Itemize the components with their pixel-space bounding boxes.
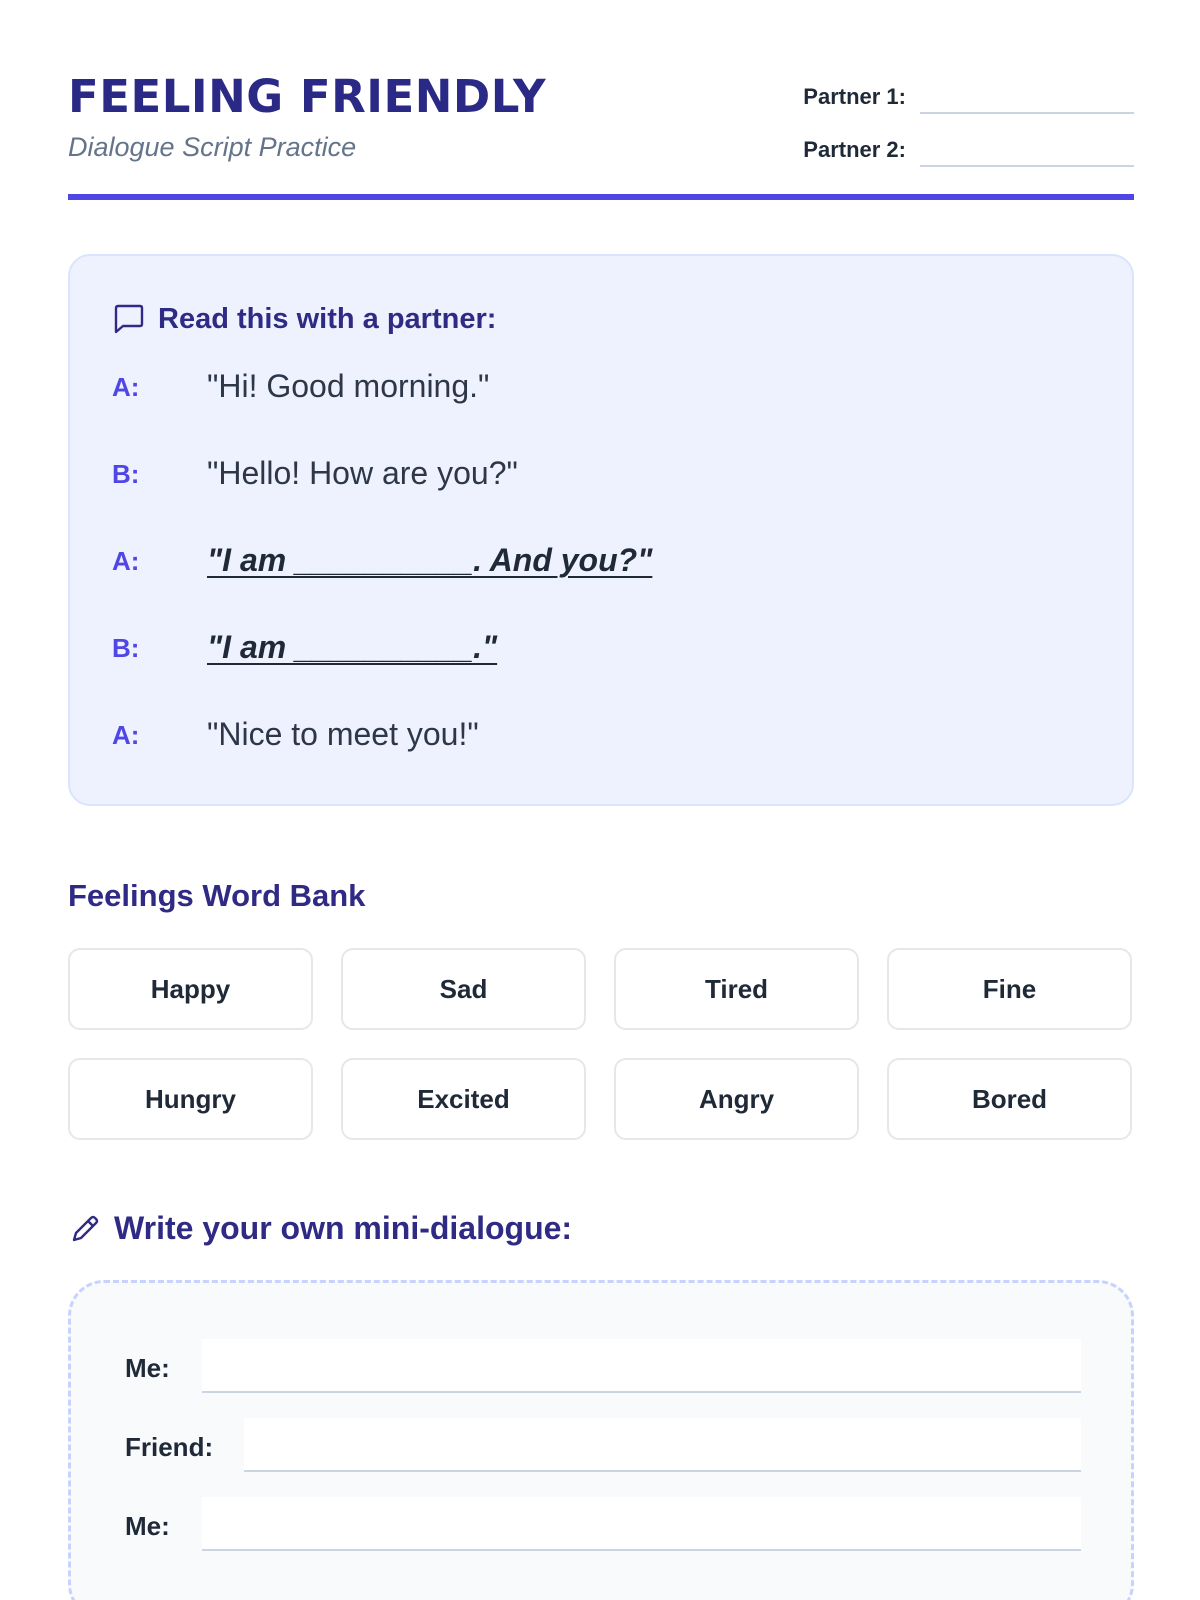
worksheet-header bbox=[68, 70, 1134, 200]
partner-1-name-field[interactable] bbox=[920, 88, 1134, 114]
write-label: Friend: bbox=[125, 1432, 214, 1462]
write-heading: Write your own mini-dialogue: bbox=[114, 1210, 573, 1246]
me-line-input-1[interactable] bbox=[202, 1339, 1081, 1393]
write-row-me bbox=[125, 1339, 1081, 1393]
worksheet-page bbox=[68, 0, 1134, 1600]
word-chip-happy[interactable]: Happy bbox=[68, 948, 313, 1030]
word-chip-bored[interactable]: Bored bbox=[887, 1058, 1132, 1140]
fill-in-blank-text: "I am __________." bbox=[207, 629, 498, 665]
dialogue-heading-row bbox=[112, 302, 496, 336]
write-row-friend bbox=[125, 1418, 1081, 1472]
speech-text: "Nice to meet you!" bbox=[207, 716, 479, 752]
partner-1-label: Partner 1: bbox=[803, 84, 906, 109]
pencil-icon bbox=[68, 1212, 102, 1246]
word-chip-sad[interactable]: Sad bbox=[341, 948, 586, 1030]
word-chip-tired[interactable]: Tired bbox=[614, 948, 859, 1030]
word-bank-grid bbox=[68, 948, 1134, 1140]
page-title: FEELING FRIENDLY bbox=[68, 70, 547, 123]
speaker-label: B: bbox=[112, 633, 140, 663]
dialogue-heading: Read this with a partner: bbox=[158, 302, 497, 335]
speech-text: "Hello! How are you?" bbox=[207, 455, 518, 491]
speaker-label: A: bbox=[112, 720, 140, 750]
speaker-label: A: bbox=[112, 546, 140, 576]
page-subtitle: Dialogue Script Practice bbox=[68, 132, 357, 162]
dialogue-line bbox=[112, 368, 1092, 418]
speaker-label: A: bbox=[112, 372, 140, 402]
friend-line-input[interactable] bbox=[244, 1418, 1081, 1472]
dialogue-script-box bbox=[68, 254, 1134, 806]
word-chip-hungry[interactable]: Hungry bbox=[68, 1058, 313, 1140]
speech-text: "Hi! Good morning." bbox=[207, 368, 490, 404]
fill-in-blank-text: "I am __________. And you?" bbox=[207, 542, 653, 578]
word-chip-fine[interactable]: Fine bbox=[887, 948, 1132, 1030]
partner-2-row bbox=[803, 127, 1134, 167]
dialogue-line bbox=[112, 716, 1092, 766]
speaker-label: B: bbox=[112, 459, 140, 489]
partner-2-label: Partner 2: bbox=[803, 137, 906, 162]
write-heading-row bbox=[68, 1210, 572, 1247]
dialogue-line bbox=[112, 542, 1092, 592]
header-divider bbox=[68, 194, 1134, 200]
dialogue-line bbox=[112, 629, 1092, 679]
speech-bubble-icon bbox=[112, 302, 146, 336]
mini-dialogue-box bbox=[68, 1280, 1134, 1600]
write-label: Me: bbox=[125, 1353, 170, 1383]
partner-2-name-field[interactable] bbox=[920, 141, 1134, 167]
write-label: Me: bbox=[125, 1511, 170, 1541]
write-row-me bbox=[125, 1497, 1081, 1551]
word-chip-excited[interactable]: Excited bbox=[341, 1058, 586, 1140]
word-chip-angry[interactable]: Angry bbox=[614, 1058, 859, 1140]
partner-1-row bbox=[803, 74, 1134, 114]
me-line-input-2[interactable] bbox=[202, 1497, 1081, 1551]
word-bank-heading: Feelings Word Bank bbox=[68, 878, 366, 913]
dialogue-line bbox=[112, 455, 1092, 505]
